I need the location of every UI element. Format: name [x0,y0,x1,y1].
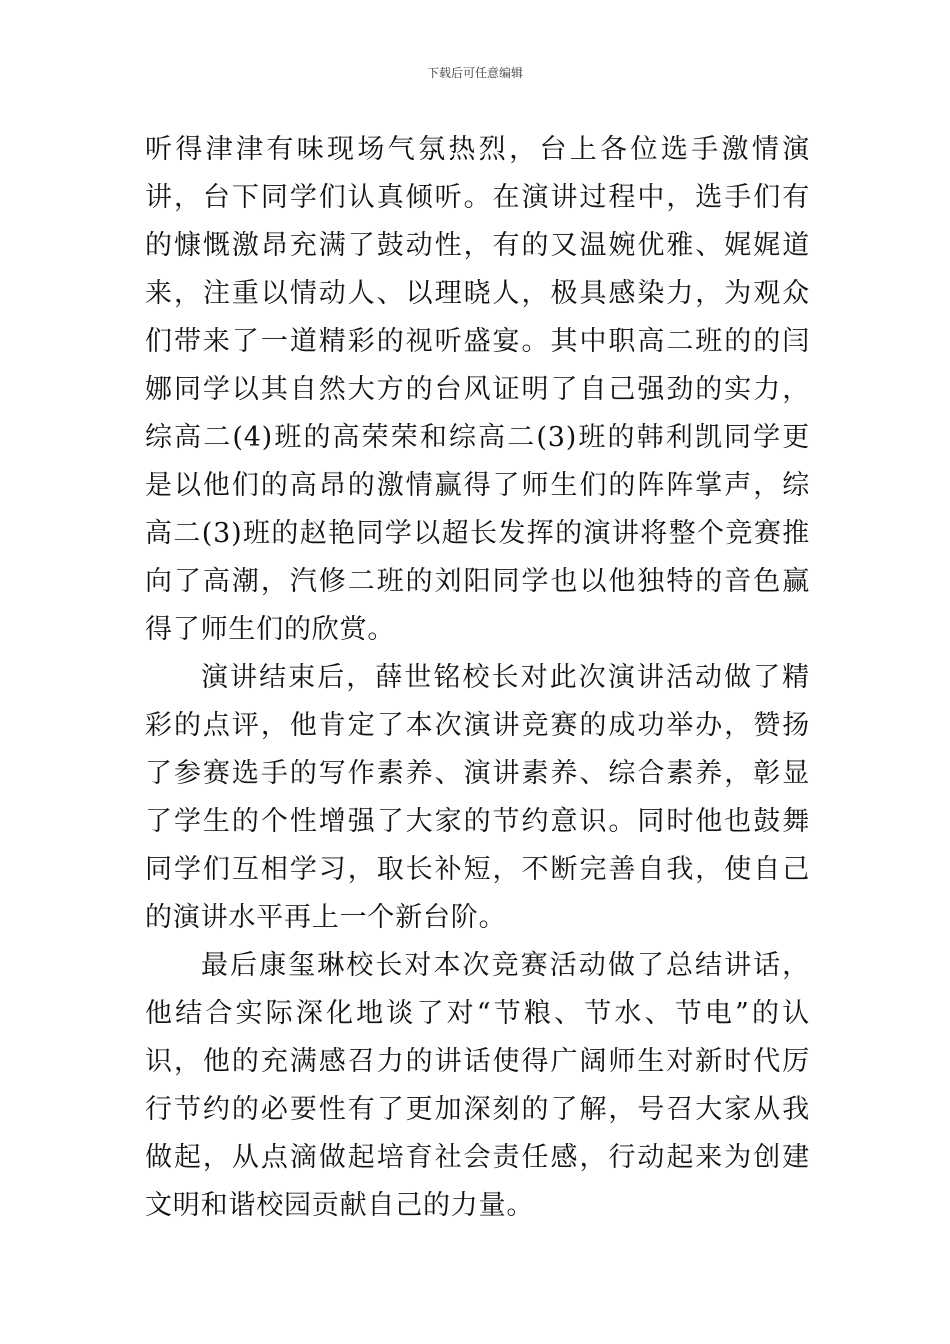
page-header: 下载后可任意编辑 [426,66,523,80]
document-body [145,126,810,1230]
paragraph-review: 演讲结束后，薛世铭校长对此次演讲活动做了精彩的点评，他肯定了本次演讲竞赛的成功举办，赞扬了参赛选手的写作素养、演讲素养、综合素养，彰显了学生的个性增强了大家的节约意识。同时他也鼓舞同学们互相学习，取长补短，不断完善自我，使自己的演讲水平再上一个新台阶。 [145,662,810,933]
paragraph-conclusion: 最后康玺琳校长对本次竞赛活动做了总结讲话，他结合实际深化地谈了对“节粮、节水、节电”的认识，他的充满感召力的讲话使得广阔师生对新时代厉行节约的必要性有了更加深刻的了解，号召大家从我做起，从点滴做起培育社会责任感，行动起来为创建文明和谐校园贡献自己的力量。 [145,950,810,1221]
paragraph-continuation: 听得津津有味现场气氛热烈，台上各位选手激情演讲，台下同学们认真倾听。在演讲过程中，选手们有的慷慨激昂充满了鼓动性，有的又温婉优雅、娓娓道来，注重以情动人、以理晓人，极具感染力，为观众们带来了一道精彩的视听盛宴。其中职高二班的的闫娜同学以其自然大方的台风证明了自己强劲的实力，综高二(4)班的高荣荣和综高二(3)班的韩利凯同学更是以他们的高昂的激情赢得了师生们的阵阵掌声，综高二(3)班的赵艳同学以超长发挥的演讲将整个竞赛推向了高潮，汽修二班的刘阳同学也以他独特的音色赢得了师生们的欣赏。 [145,134,810,645]
